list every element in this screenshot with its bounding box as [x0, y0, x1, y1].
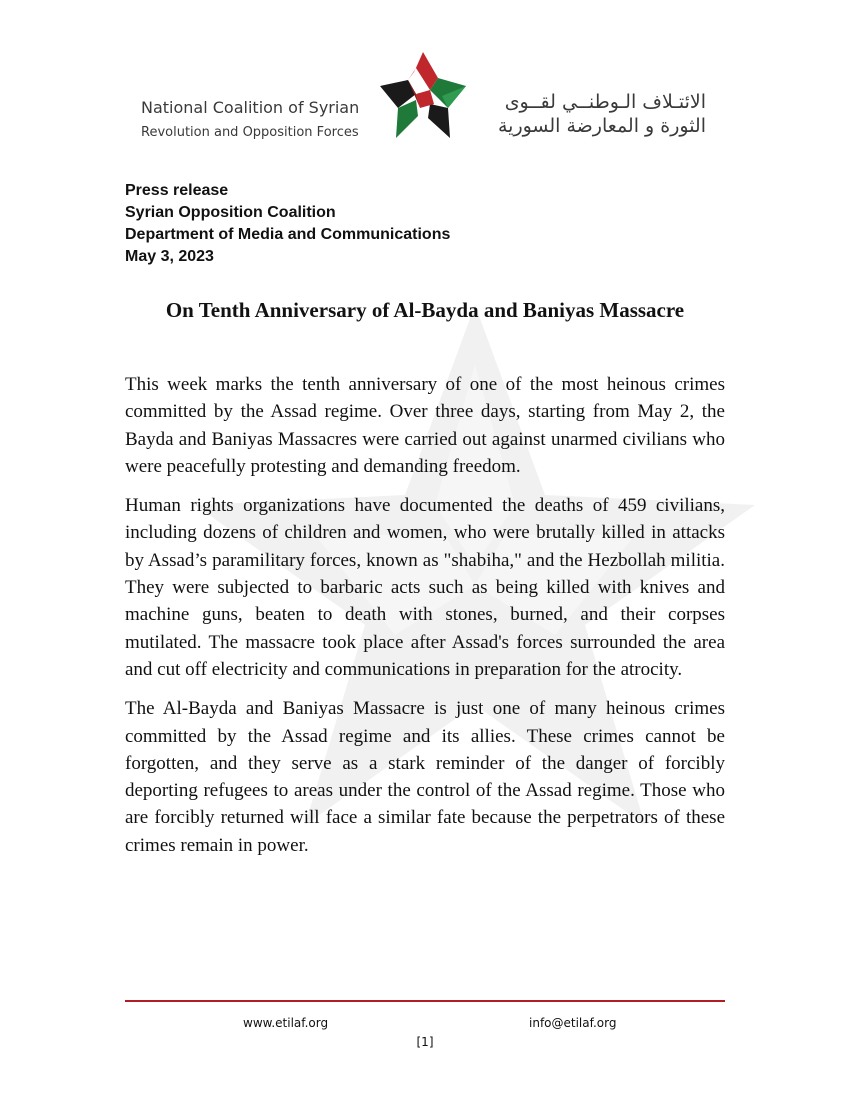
footer-rule: [125, 1000, 725, 1002]
coalition-star-icon: [378, 50, 468, 140]
press-type: Press release: [125, 182, 229, 199]
footer-website-link[interactable]: www.etilaf.org: [243, 1016, 329, 1030]
press-department: Department of Media and Communications: [125, 226, 451, 243]
press-org: Syrian Opposition Coalition: [125, 204, 336, 221]
org-name-en-line1: National Coalition of Syrian: [141, 98, 360, 117]
document-title: On Tenth Anniversary of Al-Bayda and Baniyas Massacre: [165, 298, 685, 322]
body-paragraph: This week marks the tenth anniversary of one of the most heinous crimes committed by the Assad regime. Over three days, starting from May 2, the Bayda and Baniyas Massacres were carried out against unarmed civilians who were peacefully protesting and demanding freedom.: [125, 374, 725, 477]
org-name-ar-line2: الثورة و المعارضة السورية: [497, 115, 706, 137]
page-number: [1]: [416, 1035, 434, 1049]
org-name-arabic: [470, 90, 706, 138]
org-name-ar-line1: الائتـلاف الـوطنــي لقــوى: [504, 91, 706, 113]
document-body: [125, 371, 725, 871]
footer-email-link[interactable]: info@etilaf.org: [529, 1016, 617, 1030]
org-name-en-line2: Revolution and Opposition Forces: [141, 125, 359, 140]
press-info: [125, 180, 575, 268]
body-paragraph: Human rights organizations have documented the deaths of 459 civilians, including dozens of children and women, who were brutally killed in attacks by Assad’s paramilitary forces, known as "shabiha," and the Hezbollah militia. They were subjected to barbaric acts such as being killed with knives and machine guns, beaten to death with stones, burned, and their corpses mutilated. The massacre took place after Assad's forces surrounded the area and cut off electricity and communications in preparation for the atrocity.: [125, 495, 725, 680]
press-date: May 3, 2023: [125, 248, 214, 265]
org-name-english: [141, 97, 371, 143]
body-paragraph: The Al-Bayda and Baniyas Massacre is just one of many heinous crimes committed by the Assad regime and its allies. These crimes cannot be forgotten, and they serve as a stark reminder of the danger of forcibly deporting refugees to areas under the control of the Assad regime. Those who are forcibly returned will face a similar fate because the perpetrators of these crimes remain in power.: [125, 698, 725, 856]
